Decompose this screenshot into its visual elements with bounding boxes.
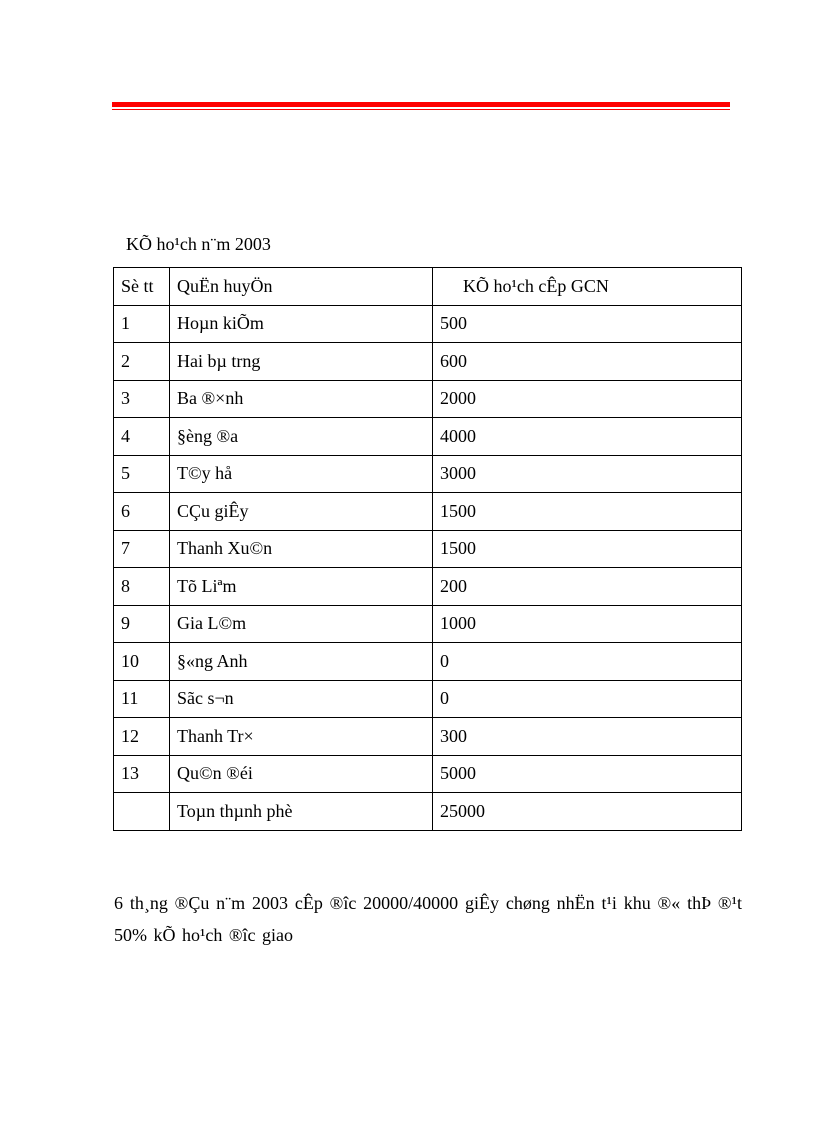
row-district: §«ng Anh bbox=[170, 643, 433, 681]
table-row bbox=[114, 455, 742, 493]
summary-paragraph: 6 th¸ng ®Çu n¨m 2003 cÊp ®îc 20000/40000 giÊy chøng nhËn t¹i khu ®« thÞ ®¹t 50% kÕ ho¹ch ®îc giao bbox=[114, 893, 742, 945]
table-header-row bbox=[114, 268, 742, 306]
row-district: Tõ Liªm bbox=[170, 568, 433, 606]
table-row bbox=[114, 493, 742, 531]
total-index bbox=[114, 793, 170, 831]
row-plan-value: 5000 bbox=[433, 755, 742, 793]
row-index: 13 bbox=[114, 755, 170, 793]
row-plan-value: 4000 bbox=[433, 418, 742, 456]
row-plan-value: 600 bbox=[433, 343, 742, 381]
row-plan-value: 3000 bbox=[433, 455, 742, 493]
row-plan-value: 1500 bbox=[433, 530, 742, 568]
table-row bbox=[114, 530, 742, 568]
row-index: 1 bbox=[114, 305, 170, 343]
plan-table bbox=[113, 267, 742, 831]
row-index: 2 bbox=[114, 343, 170, 381]
row-index: 11 bbox=[114, 680, 170, 718]
row-index: 9 bbox=[114, 605, 170, 643]
header-index: Sè tt bbox=[114, 268, 170, 306]
table-row bbox=[114, 718, 742, 756]
row-district: T©y hå bbox=[170, 455, 433, 493]
row-index: 8 bbox=[114, 568, 170, 606]
row-index: 4 bbox=[114, 418, 170, 456]
row-district: Qu©n ®éi bbox=[170, 755, 433, 793]
row-index: 12 bbox=[114, 718, 170, 756]
table-row bbox=[114, 380, 742, 418]
row-district: Thanh Xu©n bbox=[170, 530, 433, 568]
row-district: Hai bµ trng bbox=[170, 343, 433, 381]
plan-title: KÕ ho¹ch n¨m 2003 bbox=[126, 234, 271, 254]
total-value: 25000 bbox=[433, 793, 742, 831]
table-row bbox=[114, 305, 742, 343]
row-district: §èng ®a bbox=[170, 418, 433, 456]
table-row bbox=[114, 568, 742, 606]
table-row bbox=[114, 680, 742, 718]
header-district: QuËn huyÖn bbox=[170, 268, 433, 306]
row-index: 10 bbox=[114, 643, 170, 681]
row-district: Ba ®×nh bbox=[170, 380, 433, 418]
table-row bbox=[114, 755, 742, 793]
row-plan-value: 1000 bbox=[433, 605, 742, 643]
table-row bbox=[114, 418, 742, 456]
row-plan-value: 0 bbox=[433, 680, 742, 718]
table-total-row bbox=[114, 793, 742, 831]
row-plan-value: 1500 bbox=[433, 493, 742, 531]
row-index: 3 bbox=[114, 380, 170, 418]
total-label: Toµn thµnh phè bbox=[170, 793, 433, 831]
row-plan-value: 500 bbox=[433, 305, 742, 343]
row-index: 7 bbox=[114, 530, 170, 568]
row-plan-value: 300 bbox=[433, 718, 742, 756]
row-district: Thanh Tr× bbox=[170, 718, 433, 756]
row-plan-value: 200 bbox=[433, 568, 742, 606]
header-red-rule bbox=[112, 102, 730, 107]
row-district: Sãc s¬n bbox=[170, 680, 433, 718]
row-district: Hoµn kiÕm bbox=[170, 305, 433, 343]
row-district: Gia L©m bbox=[170, 605, 433, 643]
row-index: 6 bbox=[114, 493, 170, 531]
table-row bbox=[114, 605, 742, 643]
table-row bbox=[114, 343, 742, 381]
row-plan-value: 0 bbox=[433, 643, 742, 681]
table-row bbox=[114, 643, 742, 681]
row-index: 5 bbox=[114, 455, 170, 493]
header-plan: KÕ ho¹ch cÊp GCN bbox=[433, 268, 742, 306]
row-plan-value: 2000 bbox=[433, 380, 742, 418]
header-red-rule-thin bbox=[112, 109, 730, 110]
row-district: CÇu giÊy bbox=[170, 493, 433, 531]
